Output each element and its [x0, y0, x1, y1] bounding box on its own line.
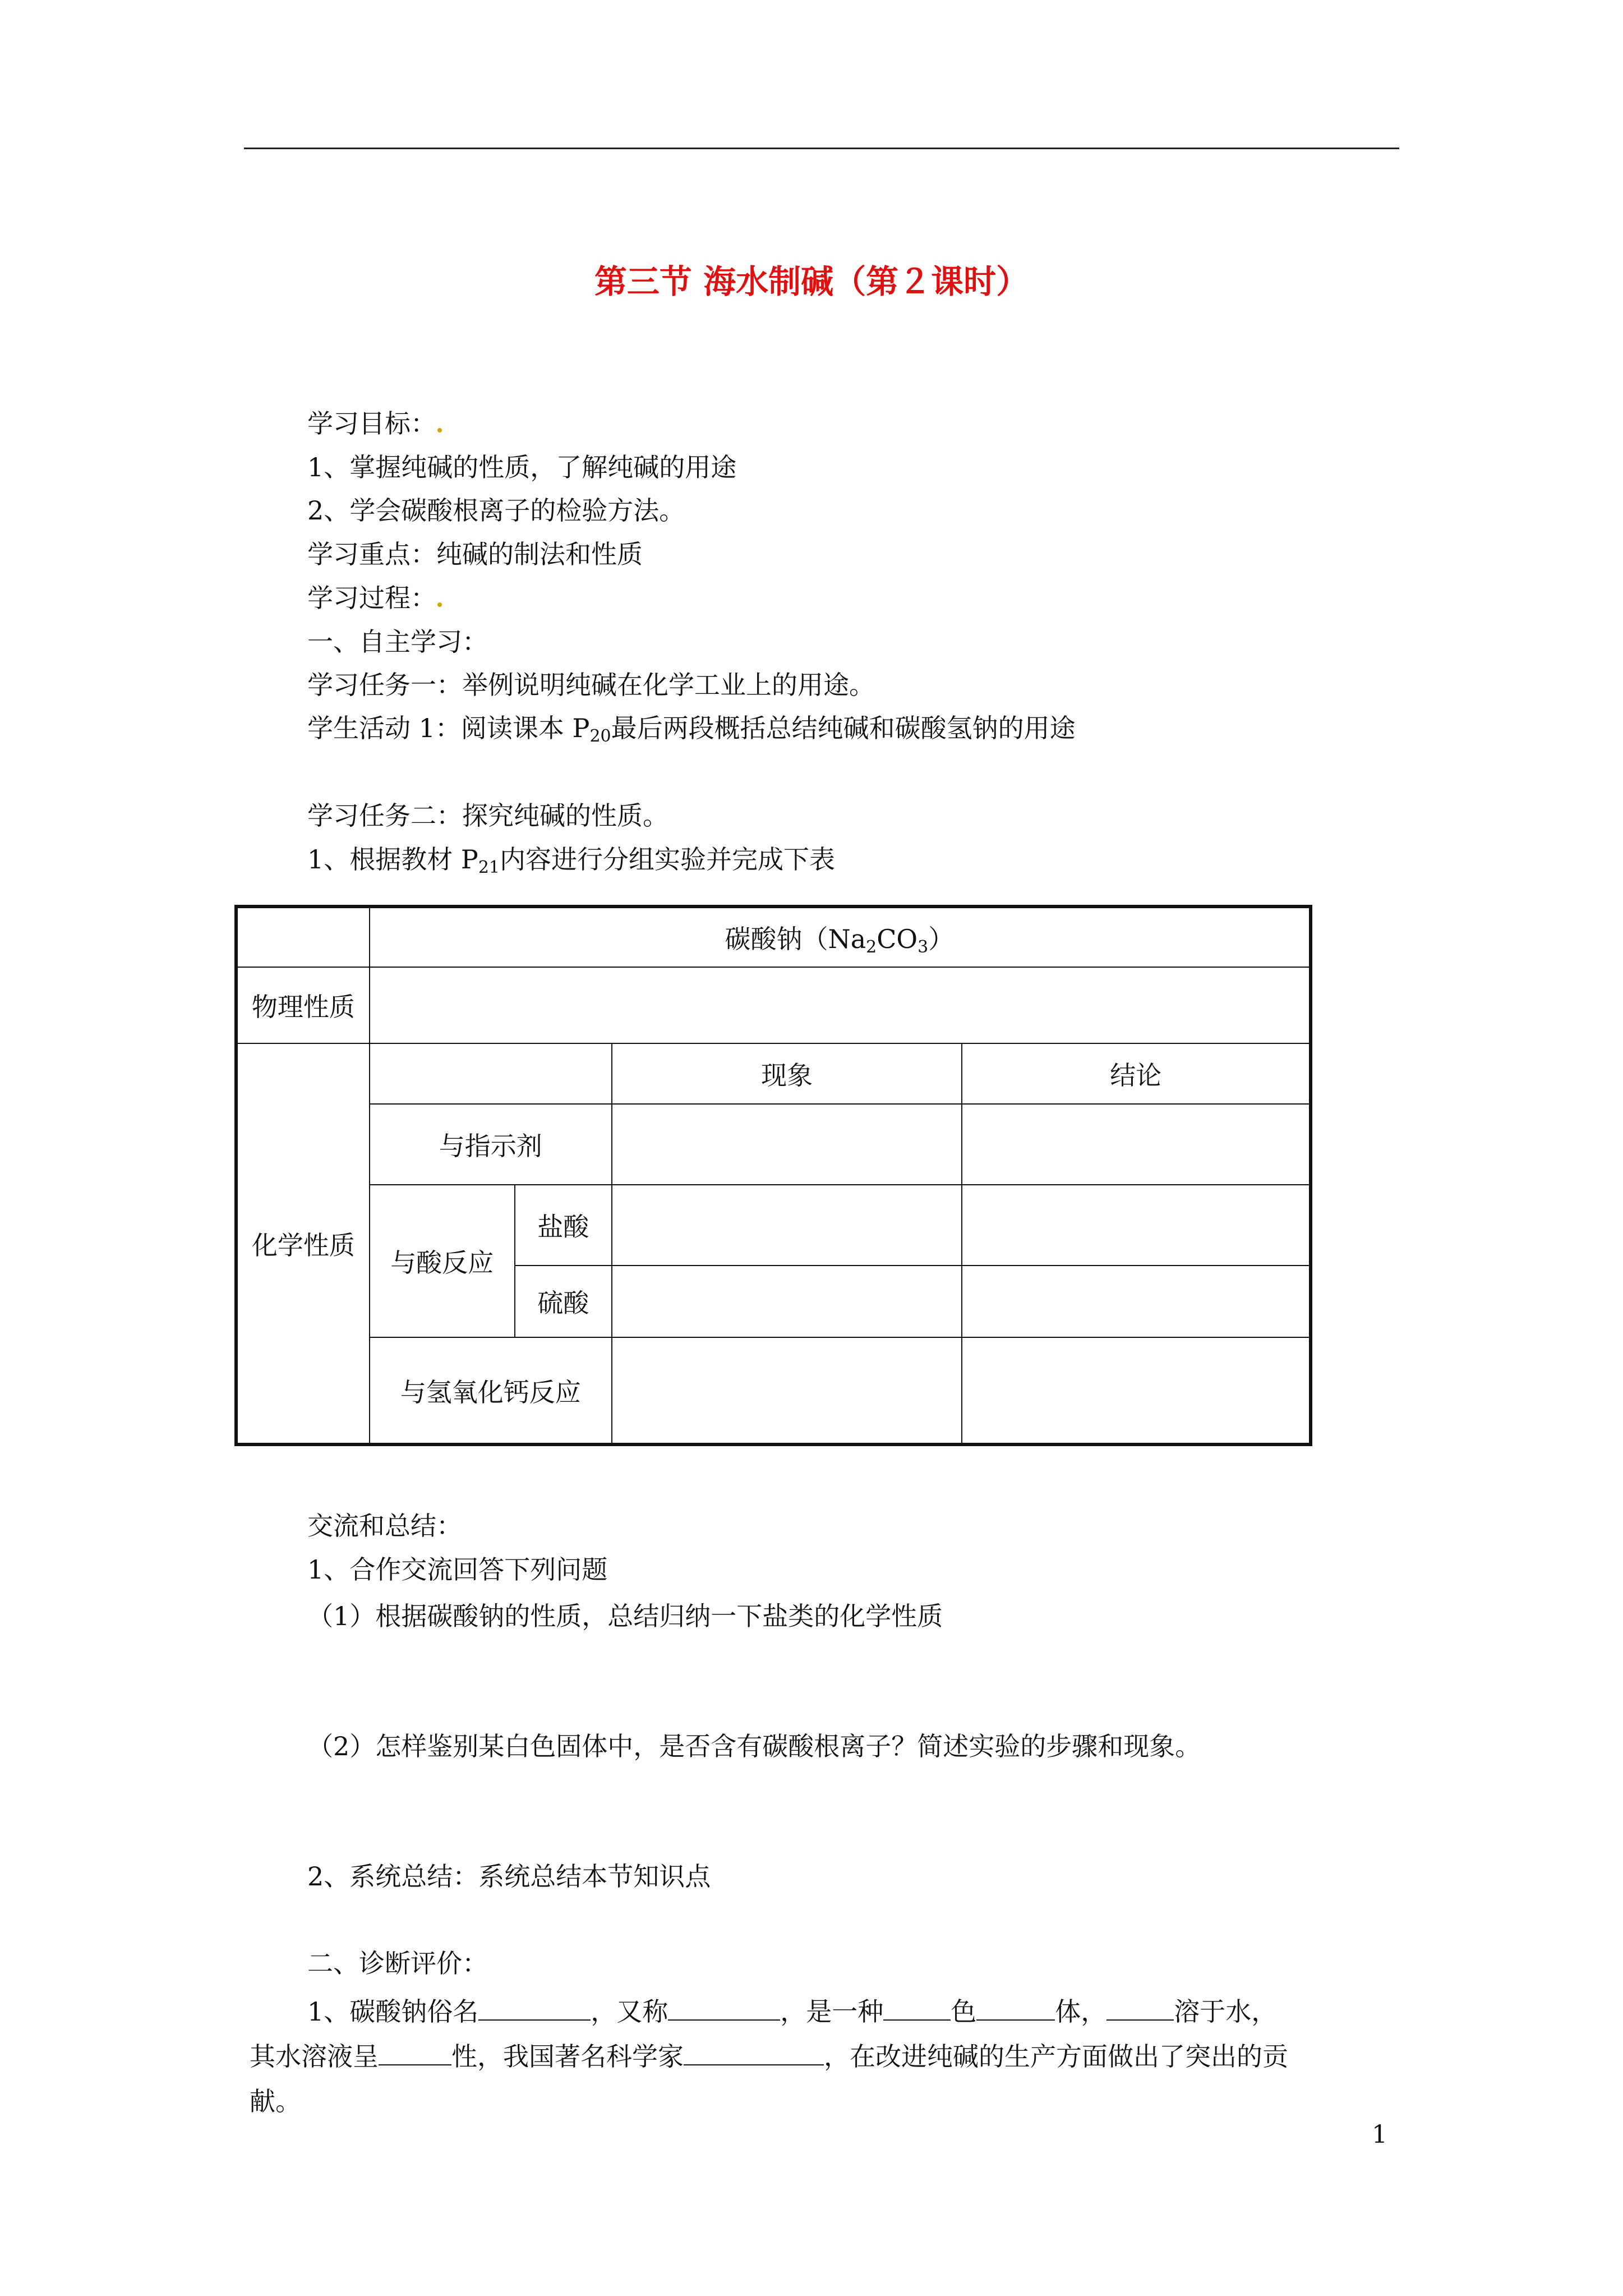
sodium-carbonate-properties-table [234, 905, 1312, 1446]
process-label: 学习过程： [307, 581, 443, 615]
answer-cell[interactable] [962, 1185, 1311, 1266]
col-header-conclusion: 结论 [962, 1043, 1311, 1104]
header-rule [244, 148, 1399, 149]
row-acid: 与酸反应 [370, 1185, 515, 1337]
physical-answer-cell[interactable] [370, 967, 1311, 1043]
part1-heading: 一、自主学习： [307, 627, 488, 657]
answer-blank[interactable] [379, 2040, 451, 2065]
summary-item-2: 2、系统总结：系统总结本节知识点 [307, 1861, 711, 1892]
page-title: 第三节 海水制碱（第２课时） [594, 263, 1029, 301]
answer-cell[interactable] [612, 1337, 962, 1444]
objective-1: 1、掌握纯碱的性质，了解纯碱的用途 [307, 452, 737, 482]
activity-1: 学生活动 1：阅读课本 $P_{20}$最后两段概括总结纯碱和碳酸氢钠的用途 [307, 713, 1076, 746]
answer-cell[interactable] [962, 1266, 1311, 1337]
task-2: 学习任务二：探究纯碱的性质。 [307, 800, 668, 831]
answer-blank[interactable] [668, 1995, 780, 2021]
summary-item-1: 1、合作交流回答下列问题 [307, 1554, 608, 1585]
table-header-sodium-carbonate: 碳酸钠$(Na_2CO_3)$ [370, 907, 1311, 967]
answer-blank[interactable] [976, 1995, 1055, 2021]
answer-blank[interactable] [1106, 1995, 1174, 2021]
answer-cell[interactable] [962, 1104, 1311, 1185]
answer-cell[interactable] [962, 1337, 1311, 1444]
row-calcium-hydroxide: 与氢氧化钙反应 [370, 1337, 612, 1444]
fill-question-1-line2: 其水溶液呈 性，我国著名科学家 ，在改进纯碱的生产方面做出了突出的贡 [250, 2040, 1288, 2073]
page-number: 1 [1372, 2120, 1387, 2149]
fill-question-1-line1: 1、碳酸钠俗名 ，又称 ，是一种 色 体， 溶于水， [307, 1995, 1277, 2028]
summary-label: 交流和总结： [307, 1511, 462, 1541]
row-label-physical: 物理性质 [236, 967, 370, 1043]
answer-blank[interactable] [478, 1995, 591, 2021]
row-hydrochloric-acid: 盐酸 [515, 1185, 612, 1266]
row-sulfuric-acid: 硫酸 [515, 1266, 612, 1337]
objective-2: 2、学会碳酸根离子的检验方法。 [307, 495, 685, 526]
answer-cell[interactable] [612, 1185, 962, 1266]
fill-question-1-line3: 献。 [250, 2086, 301, 2116]
part2-heading: 二、诊断评价： [307, 1948, 488, 1978]
task-1: 学习任务一：举例说明纯碱在化学工业上的用途。 [307, 670, 875, 700]
chemical-subheader-blank [370, 1043, 612, 1104]
table-corner-cell [236, 907, 370, 967]
answer-cell[interactable] [612, 1266, 962, 1337]
mark-dot [437, 602, 442, 607]
row-indicator: 与指示剂 [370, 1104, 612, 1185]
answer-cell[interactable] [612, 1104, 962, 1185]
objectives-label: 学习目标： [307, 407, 443, 440]
question-2: （2）怎样鉴别某白色固体中，是否含有碳酸根离子？简述实验的步骤和现象。 [307, 1731, 1201, 1761]
step-1: 1、根据教材 $P_{21}$内容进行分组实验并完成下表 [307, 844, 836, 877]
answer-blank[interactable] [684, 2040, 824, 2065]
answer-blank[interactable] [883, 1995, 951, 2021]
row-label-chemical: 化学性质 [236, 1043, 370, 1444]
key-point: 学习重点：纯碱的制法和性质 [307, 539, 643, 569]
mark-dot [437, 428, 442, 432]
col-header-phenomenon: 现象 [612, 1043, 962, 1104]
question-1: （1）根据碳酸钠的性质，总结归纳一下盐类的化学性质 [307, 1601, 943, 1631]
